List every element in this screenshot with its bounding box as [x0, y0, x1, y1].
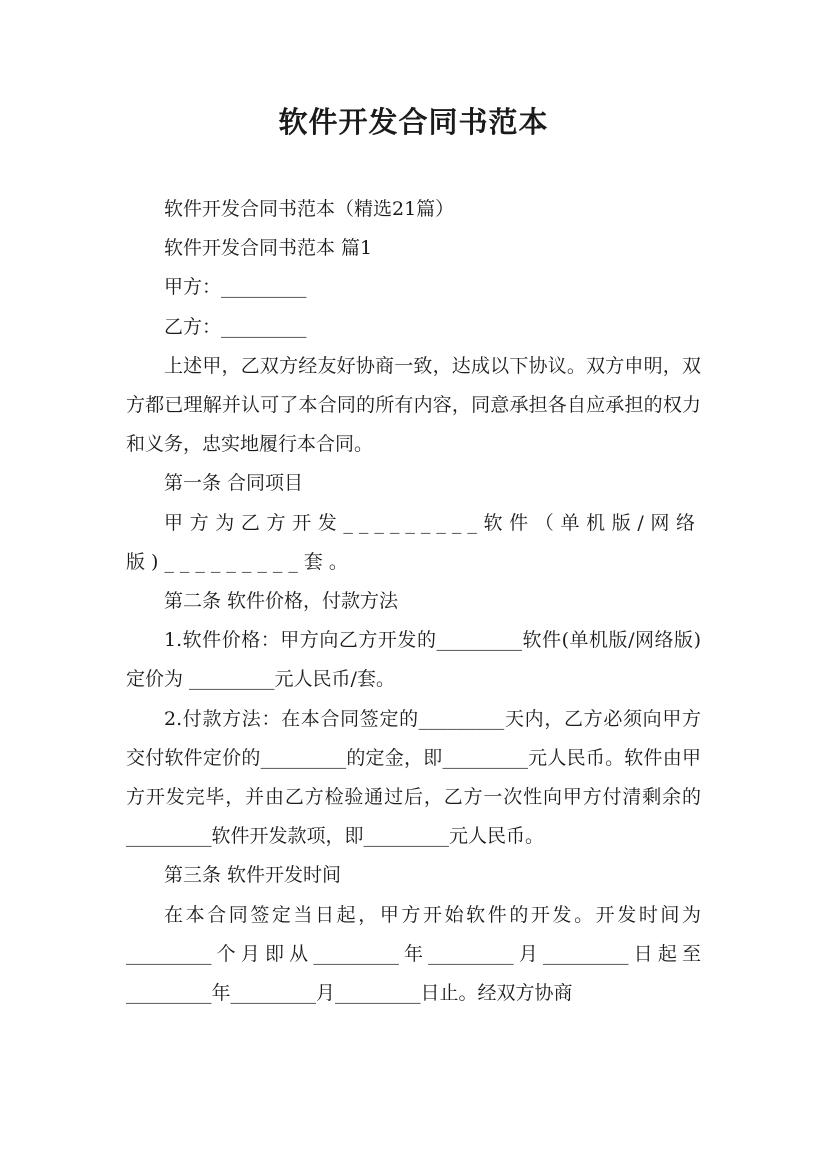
article-1-paragraph: 甲方为乙方开发_________软件（单机版/网络版)_________套。	[126, 511, 701, 573]
document-title: 软件开发合同书范本	[278, 105, 549, 139]
article-2-item-2: 2.付款方法：在本合同签定的_________天内，乙方必须向甲方交付软件定价的_________的定金，即_________元人民币。软件由甲方开发完毕，并由乙方检验通过后，乙方一次性向甲方付清剩余的_________软件开发款项，即_________元人民币。	[126, 707, 701, 848]
article-2-item-1: 1.软件价格：甲方向乙方开发的_________软件(单机版/网络版)定价为 _________元人民币/套。	[126, 629, 701, 691]
article-1-heading: 第一条 合同项目	[164, 472, 304, 495]
article-3-paragraph: 在本合同签定当日起，甲方开始软件的开发。开发时间为_________个月即从_________年_________月_________日起至_________年_________月_________日止。经双方协商	[126, 903, 701, 1005]
party-b-line: 乙方：_________	[164, 315, 307, 338]
party-a-line: 甲方：_________	[164, 276, 307, 299]
intro-line: 软件开发合同书范本（精选21篇）	[164, 198, 455, 220]
article-3-heading: 第三条 软件开发时间	[164, 864, 342, 887]
article-2-heading: 第二条 软件价格，付款方法	[164, 590, 399, 613]
document-body	[126, 190, 701, 1013]
preamble-paragraph: 上述甲，乙双方经友好协商一致，达成以下协议。双方申明，双方都已理解并认可了本合同的所有内容，同意承担各自应承担的权力和义务，忠实地履行本合同。	[126, 354, 701, 456]
section-heading: 软件开发合同书范本 篇1	[164, 237, 373, 260]
